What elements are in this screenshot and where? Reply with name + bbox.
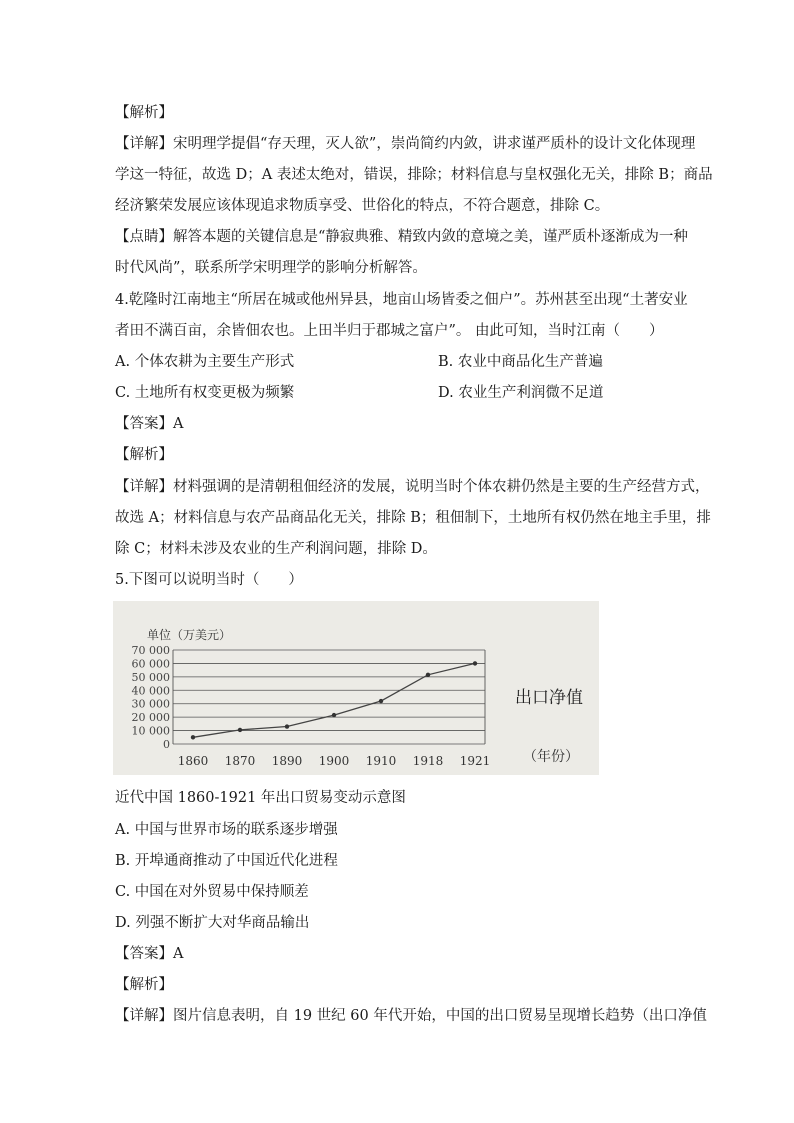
y-tick-label: 0 bbox=[163, 738, 170, 751]
analysis-heading: 【解析】 bbox=[115, 105, 173, 121]
y-tick-label: 10 000 bbox=[131, 724, 170, 738]
y-tick-label: 30 000 bbox=[131, 697, 170, 711]
question-4-stem: 4.乾隆时江南地主“所居在城或他州异县，地亩山场皆委之佃户”。苏州甚至出现“土著安业 bbox=[115, 292, 688, 308]
y-tick-labels bbox=[132, 644, 171, 751]
explanation-text: 【详解】图片信息表明，自 19 世纪 60 年代开始，中国的出口贸易呈现增长趋势（出口净值 bbox=[115, 1008, 707, 1024]
data-point bbox=[238, 728, 242, 732]
y-tick-label: 50 000 bbox=[131, 670, 170, 684]
data-point bbox=[332, 713, 336, 717]
data-point bbox=[191, 735, 195, 739]
explanation-text: 学这一特征，故选 D；A 表述太绝对，错误，排除；材料信息与皇权强化无关，排除 B；商品 bbox=[115, 167, 713, 183]
x-tick-label: 1921 bbox=[459, 754, 491, 768]
explanation-text: 【详解】宋明理学提倡“存天理，灭人欲”，崇尚简约内敛，讲求谨严质朴的设计文化体现理 bbox=[115, 136, 696, 152]
option-b: B. 农业中商品化生产普遍 bbox=[438, 354, 603, 370]
x-tick-label: 1900 bbox=[318, 754, 350, 768]
hint-text: 时代风尚”，联系所学宋明理学的影响分析解答。 bbox=[115, 260, 427, 276]
chart-caption: 近代中国 1860-1921 年出口贸易变动示意图 bbox=[115, 790, 406, 806]
question-5-stem: 5.下图可以说明当时（ ） bbox=[115, 572, 303, 588]
chart-grid bbox=[173, 650, 485, 744]
data-point bbox=[473, 661, 477, 665]
x-tick-label: 1890 bbox=[271, 754, 303, 768]
y-tick-label: 70 000 bbox=[131, 644, 170, 657]
export-trade-chart bbox=[113, 601, 599, 775]
option-a: A. 个体农耕为主要生产形式 bbox=[115, 354, 295, 370]
explanation-text: 除 C；材料未涉及农业的生产利润问题，排除 D。 bbox=[115, 541, 437, 557]
data-point bbox=[285, 724, 289, 728]
analysis-heading: 【解析】 bbox=[115, 977, 173, 993]
x-tick-label: 1910 bbox=[365, 754, 397, 768]
x-tick-label: 1918 bbox=[412, 754, 444, 768]
explanation-text: 【详解】材料强调的是清朝租佃经济的发展，说明当时个体农耕仍然是主要的生产经营方式， bbox=[115, 479, 710, 495]
explanation-text: 故选 A；材料信息与农产品商品化无关，排除 B；租佃制下，土地所有权仍然在地主手里，排 bbox=[115, 510, 711, 526]
y-tick-label: 20 000 bbox=[131, 711, 170, 725]
answer-line: 【答案】A bbox=[115, 946, 184, 962]
option-d: D. 农业生产利润微不足道 bbox=[438, 385, 604, 401]
explanation-text: 经济繁荣发展应该体现追求物质享受、世俗化的特点，不符合题意，排除 C。 bbox=[115, 198, 610, 214]
option-d: D. 列强不断扩大对华商品输出 bbox=[115, 915, 310, 931]
data-point bbox=[379, 699, 383, 703]
x-axis-label: （年份） bbox=[523, 749, 579, 765]
x-tick-labels bbox=[178, 754, 491, 768]
x-tick-label: 1870 bbox=[224, 754, 256, 768]
y-axis-label: 单位（万美元） bbox=[147, 628, 232, 642]
analysis-heading: 【解析】 bbox=[115, 447, 173, 463]
export-value-line bbox=[193, 663, 475, 737]
hint-text: 【点睛】解答本题的关键信息是“静寂典雅、精致内敛的意境之美，谨严质朴逐渐成为一种 bbox=[115, 229, 688, 245]
data-point bbox=[426, 673, 430, 677]
option-a: A. 中国与世界市场的联系逐步增强 bbox=[115, 822, 338, 838]
x-tick-label: 1860 bbox=[177, 754, 209, 768]
y-tick-label: 60 000 bbox=[131, 657, 170, 671]
series-label: 出口净值 bbox=[515, 688, 583, 708]
option-c: C. 中国在对外贸易中保持顺差 bbox=[115, 884, 309, 900]
question-4-stem: 者田不满百亩，余皆佃农也。上田半归于郡城之富户”。 由此可知，当时江南（ ） bbox=[115, 323, 664, 339]
option-c: C. 土地所有权变更极为频繁 bbox=[115, 385, 295, 401]
y-tick-label: 40 000 bbox=[131, 684, 170, 698]
export-chart-svg bbox=[113, 601, 599, 775]
answer-line: 【答案】A bbox=[115, 416, 184, 432]
option-b: B. 开埠通商推动了中国近代化进程 bbox=[115, 853, 338, 869]
